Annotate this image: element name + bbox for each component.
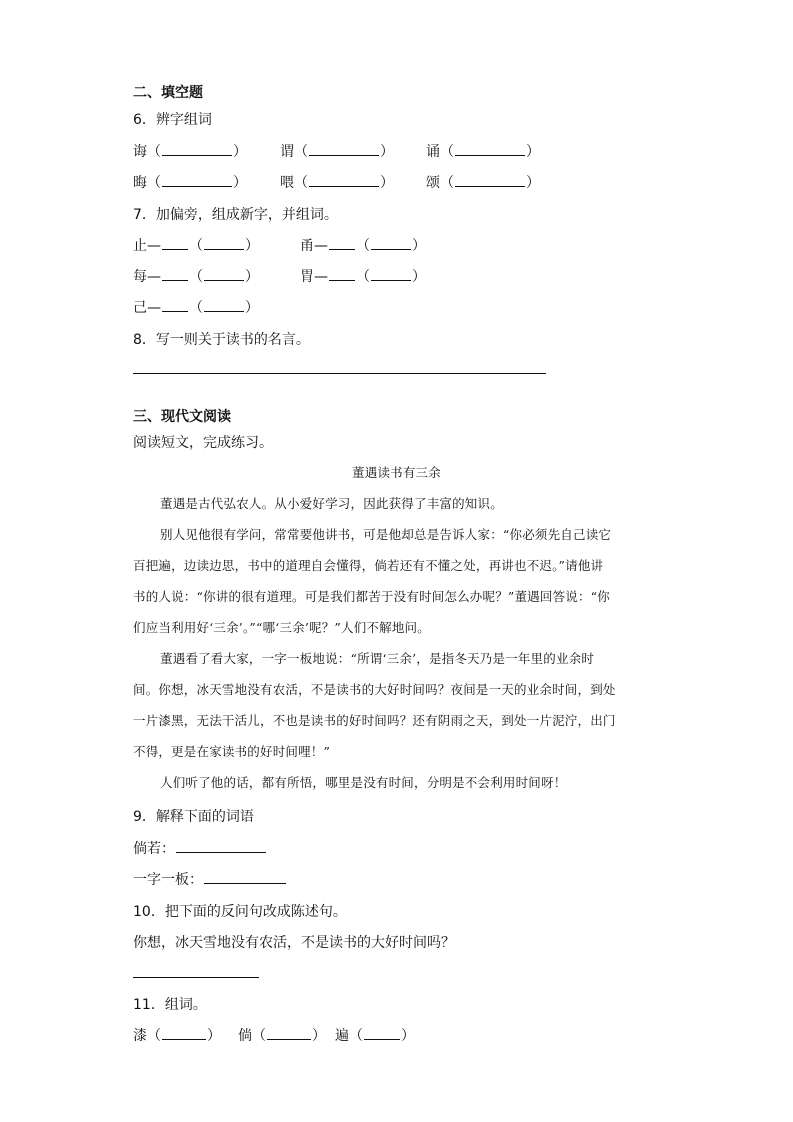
q10-answer-line[interactable] xyxy=(133,977,259,978)
q6-char: 诵 xyxy=(426,144,440,160)
q11-item-1 xyxy=(133,1025,221,1045)
answer-blank[interactable] xyxy=(162,174,232,187)
paren-close: ） xyxy=(233,144,247,160)
answer-blank[interactable] xyxy=(371,268,411,281)
paren-open: （ xyxy=(440,144,454,160)
answer-blank[interactable] xyxy=(329,237,355,250)
paren-close: ） xyxy=(412,238,426,254)
answer-blank[interactable] xyxy=(371,237,411,250)
paren-open: （ xyxy=(147,144,161,160)
paren-open: （ xyxy=(294,144,308,160)
paren-close: ） xyxy=(233,175,247,191)
q6-char: 诲 xyxy=(133,144,147,160)
q7-item-1 xyxy=(133,235,259,255)
q6-char: 颂 xyxy=(426,175,440,191)
passage-line: 董遇是古代弘农人。从小爱好学习，因此获得了丰富的知识。 xyxy=(160,496,503,511)
paren-open: （ xyxy=(356,269,370,285)
paren-close: ） xyxy=(245,238,259,254)
paren-close: ） xyxy=(380,144,394,160)
q7-item-3 xyxy=(133,266,259,286)
paren-close: ） xyxy=(401,1028,415,1044)
reading-instruction: 阅读短文，完成练习。 xyxy=(133,435,273,451)
q7-item-4 xyxy=(300,266,426,286)
answer-blank[interactable] xyxy=(204,268,244,281)
answer-blank[interactable] xyxy=(329,268,355,281)
answer-blank[interactable] xyxy=(162,143,232,156)
answer-blank[interactable] xyxy=(162,237,188,250)
q6-item-5 xyxy=(280,172,394,192)
q11-char: 漆 xyxy=(133,1028,147,1044)
answer-blank[interactable] xyxy=(204,237,244,250)
paren-close: ） xyxy=(526,144,540,160)
q6-char: 谓 xyxy=(280,144,294,160)
passage-line: 书的人说：“你讲的很有道理。可是我们都苦于没有时间怎么办呢？”董遇回答说：“你 xyxy=(133,589,610,604)
question-9-prompt: 9．解释下面的词语 xyxy=(133,809,254,825)
answer-blank[interactable] xyxy=(455,174,525,187)
q6-item-1 xyxy=(133,141,247,161)
paren-close: ） xyxy=(526,175,540,191)
paren-open: （ xyxy=(189,238,203,254)
answer-blank[interactable] xyxy=(309,174,379,187)
answer-blank[interactable] xyxy=(204,299,244,312)
passage-line: 们应当利用好‘三余’。”“哪‘三余’呢？”人们不解地问。 xyxy=(133,620,430,635)
passage-title: 董遇读书有三余 xyxy=(352,465,441,480)
question-8-prompt: 8．写一则关于读书的名言。 xyxy=(133,332,310,348)
passage-line: 别人见他很有学问，常常要他讲书，可是他却总是告诉人家：“你必须先自己读它 xyxy=(160,527,612,542)
paren-open: （ xyxy=(349,1028,363,1044)
q6-item-4 xyxy=(133,172,247,192)
q9-item-2 xyxy=(133,869,287,889)
paren-close: ） xyxy=(245,300,259,316)
q7-char: 每— xyxy=(133,269,161,285)
paren-open: （ xyxy=(147,175,161,191)
passage-line: 人们听了他的话，都有所悟，哪里是没有时间，分明是不会利用时间呀！ xyxy=(160,775,567,790)
answer-blank[interactable] xyxy=(162,1027,206,1040)
q6-item-3 xyxy=(426,141,540,161)
section-2-title: 二、填空题 xyxy=(133,85,203,101)
q6-item-2 xyxy=(280,141,394,161)
answer-blank[interactable] xyxy=(162,268,188,281)
paren-open: （ xyxy=(189,300,203,316)
q11-item-2 xyxy=(238,1025,326,1045)
q7-char: 止— xyxy=(133,238,161,254)
q7-item-5 xyxy=(133,297,259,317)
passage-line: 不得，更是在家读书的好时间哩！” xyxy=(133,744,331,759)
paren-close: ） xyxy=(245,269,259,285)
paren-close: ） xyxy=(412,269,426,285)
question-6-prompt: 6．辨字组词 xyxy=(133,112,212,128)
passage-line: 董遇看了看大家，一字一板地说：“所谓‘三余’，是指冬天乃是一年里的业余时 xyxy=(160,651,595,666)
paren-close: ） xyxy=(207,1028,221,1044)
q11-item-3 xyxy=(335,1025,415,1045)
question-10-prompt: 10．把下面的反问句改成陈述句。 xyxy=(133,904,347,920)
q9-word: 倘若： xyxy=(133,841,175,857)
section-3-title: 三、现代文阅读 xyxy=(133,409,231,425)
answer-blank[interactable] xyxy=(309,143,379,156)
paren-open: （ xyxy=(356,238,370,254)
paren-close: ） xyxy=(312,1028,326,1044)
question-7-prompt: 7．加偏旁，组成新字，并组词。 xyxy=(133,207,338,223)
q10-sentence: 你想，冰天雪地没有农活，不是读书的大好时间吗？ xyxy=(133,935,455,951)
q11-char: 倘 xyxy=(238,1028,252,1044)
passage-line: 间。你想，冰天雪地没有农活，不是读书的大好时间吗？夜间是一天的业余时间，到处 xyxy=(133,682,616,697)
paren-close: ） xyxy=(380,175,394,191)
q6-char: 晦 xyxy=(133,175,147,191)
paren-open: （ xyxy=(252,1028,266,1044)
question-11-prompt: 11．组词。 xyxy=(133,997,207,1013)
q7-char: 胃— xyxy=(300,269,328,285)
passage-line: 一片漆黑，无法干活儿，不也是读书的好时间吗？还有阴雨之天，到处一片泥泞，出门 xyxy=(133,713,616,728)
q11-char: 遍 xyxy=(335,1028,349,1044)
q6-char: 喂 xyxy=(280,175,294,191)
q7-item-2 xyxy=(300,235,426,255)
paren-open: （ xyxy=(147,1028,161,1044)
answer-blank[interactable] xyxy=(204,871,286,884)
paren-open: （ xyxy=(440,175,454,191)
q6-item-6 xyxy=(426,172,540,192)
paren-open: （ xyxy=(294,175,308,191)
q8-answer-line[interactable] xyxy=(133,373,546,374)
answer-blank[interactable] xyxy=(455,143,525,156)
answer-blank[interactable] xyxy=(267,1027,311,1040)
q7-char: 甬— xyxy=(300,238,328,254)
answer-blank[interactable] xyxy=(176,840,266,853)
answer-blank[interactable] xyxy=(162,299,188,312)
answer-blank[interactable] xyxy=(364,1027,400,1040)
q9-item-1 xyxy=(133,838,267,858)
q7-char: 己— xyxy=(133,300,161,316)
q9-word: 一字一板： xyxy=(133,872,203,888)
passage-line: 百把遍，边读边思，书中的道理自会懂得，倘若还有不懂之处，再讲也不迟。”请他讲 xyxy=(133,558,604,573)
paren-open: （ xyxy=(189,269,203,285)
